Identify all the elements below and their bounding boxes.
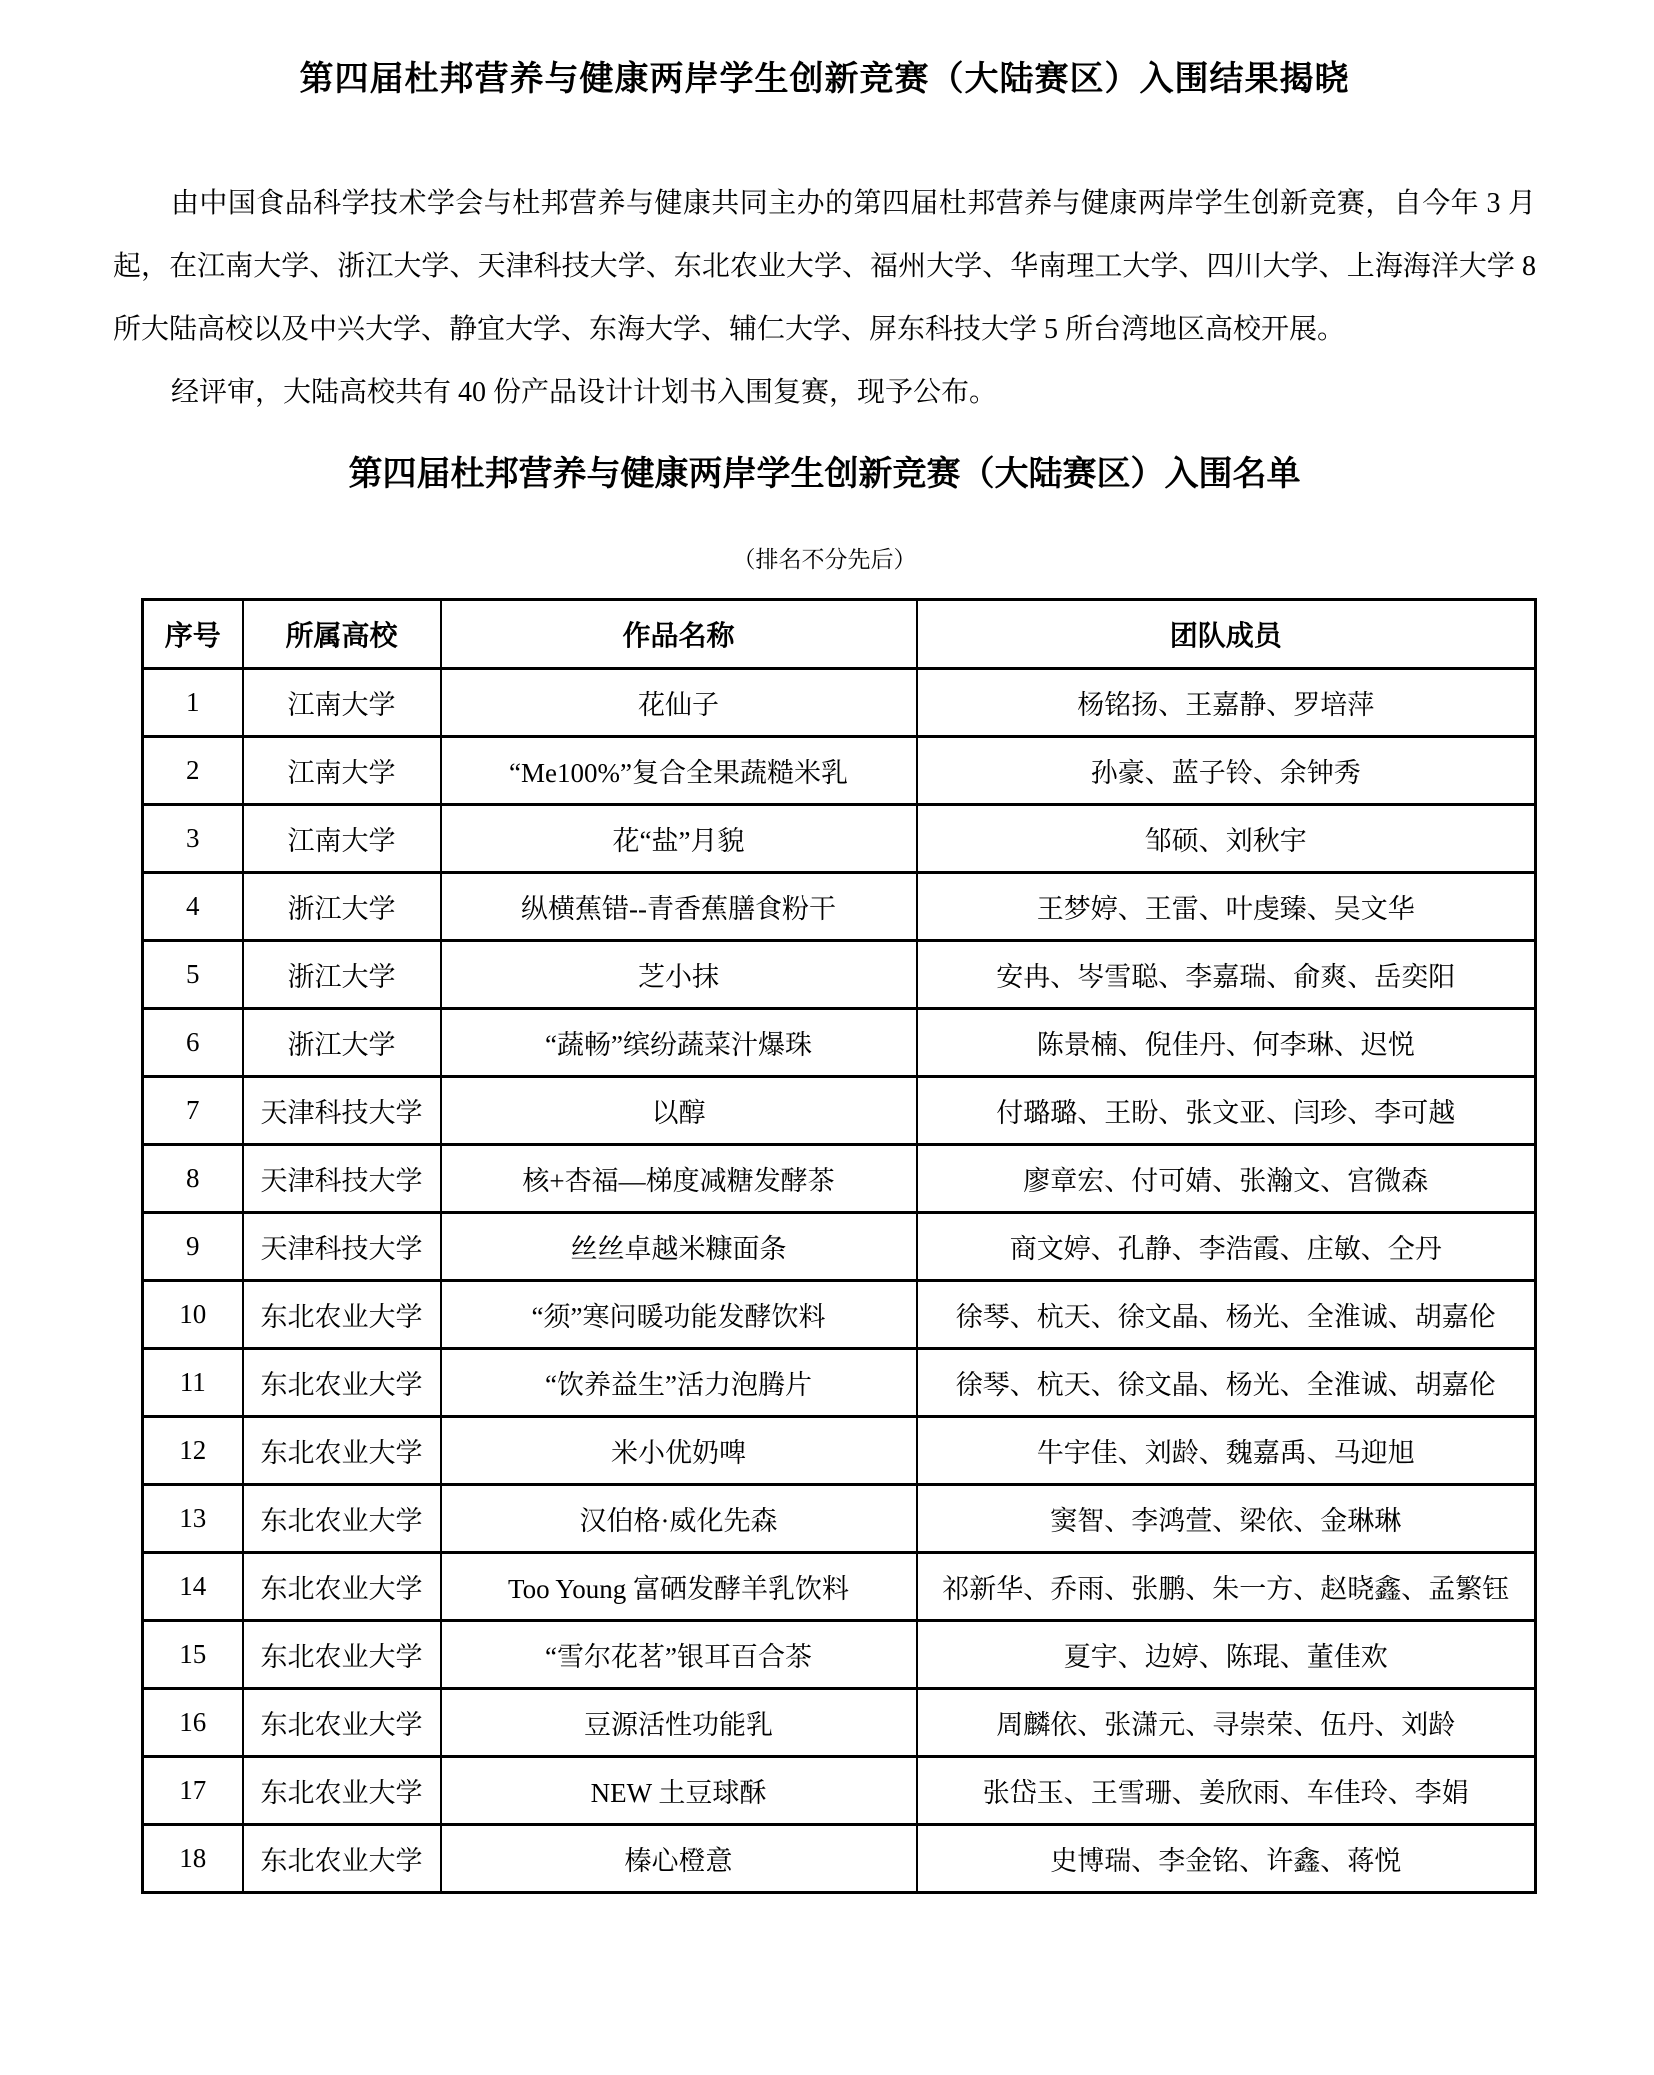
table-row <box>143 1009 1536 1077</box>
row-number-cell: 18 <box>143 1825 243 1893</box>
row-number-cell: 11 <box>143 1349 243 1417</box>
team-members-cell: 邹硕、刘秋宇 <box>917 805 1536 873</box>
team-members-cell: 徐琴、杭天、徐文晶、杨光、全淮诚、胡嘉伦 <box>917 1349 1536 1417</box>
team-members-cell: 祁新华、乔雨、张鹏、朱一方、赵晓鑫、孟繁钰 <box>917 1553 1536 1621</box>
finalists-table-head <box>143 600 1536 669</box>
list-subtitle: 第四届杜邦营养与健康两岸学生创新竞赛（大陆赛区）入围名单 <box>348 456 1301 493</box>
school-cell: 东北农业大学 <box>243 1825 441 1893</box>
table-row <box>143 737 1536 805</box>
table-row <box>143 1689 1536 1757</box>
row-number-cell: 8 <box>143 1145 243 1213</box>
work-title-cell: 芝小抹 <box>441 941 917 1009</box>
work-title-cell: “须”寒问暖功能发酵饮料 <box>441 1281 917 1349</box>
school-cell: 天津科技大学 <box>243 1213 441 1281</box>
intro-paragraph-1: 由中国食品科学技术学会与杜邦营养与健康共同主办的第四届杜邦营养与健康两岸学生创新竞赛，自今年 3 月起，在江南大学、浙江大学、天津科技大学、东北农业大学、福州大学、华南理工大学、四川大学、上海海洋大学 8 所大陆高校以及中兴大学、静宜大学、东海大学、辅仁大学、屏东科技大学 5 所台湾地区高校开展。 <box>113 188 1536 345</box>
header-cell-members: 团队成员 <box>917 600 1536 669</box>
school-cell: 浙江大学 <box>243 1009 441 1077</box>
table-row <box>143 805 1536 873</box>
row-number-cell: 4 <box>143 873 243 941</box>
school-cell: 江南大学 <box>243 669 441 737</box>
page-title: 第四届杜邦营养与健康两岸学生创新竞赛（大陆赛区）入围结果揭晓 <box>299 61 1350 98</box>
row-number-cell: 15 <box>143 1621 243 1689</box>
school-cell: 东北农业大学 <box>243 1553 441 1621</box>
table-row <box>143 1077 1536 1145</box>
team-members-cell: 徐琴、杭天、徐文晶、杨光、全淮诚、胡嘉伦 <box>917 1281 1536 1349</box>
intro-section <box>113 172 1536 424</box>
table-row <box>143 1757 1536 1825</box>
row-number-cell: 10 <box>143 1281 243 1349</box>
row-number-cell: 9 <box>143 1213 243 1281</box>
ranking-note: （排名不分先后） <box>732 547 917 572</box>
table-row <box>143 1417 1536 1485</box>
work-title-cell: “蔬畅”缤纷蔬菜汁爆珠 <box>441 1009 917 1077</box>
row-number-cell: 16 <box>143 1689 243 1757</box>
table-row <box>143 1825 1536 1893</box>
row-number-cell: 3 <box>143 805 243 873</box>
row-number-cell: 2 <box>143 737 243 805</box>
school-cell: 东北农业大学 <box>243 1485 441 1553</box>
work-title-cell: 纵横蕉错--青香蕉膳食粉干 <box>441 873 917 941</box>
row-number-cell: 5 <box>143 941 243 1009</box>
work-title-cell: 米小优奶啤 <box>441 1417 917 1485</box>
table-row <box>143 1553 1536 1621</box>
table-row <box>143 873 1536 941</box>
team-members-cell: 周麟依、张潇元、寻崇荣、伍丹、刘龄 <box>917 1689 1536 1757</box>
table-row <box>143 669 1536 737</box>
work-title-cell: 核+杏福—梯度减糖发酵茶 <box>441 1145 917 1213</box>
intro-paragraph-2: 经评审，大陆高校共有 40 份产品设计计划书入围复赛，现予公布。 <box>171 377 998 408</box>
school-cell: 东北农业大学 <box>243 1349 441 1417</box>
school-cell: 东北农业大学 <box>243 1621 441 1689</box>
team-members-cell: 史博瑞、李金铭、许鑫、蒋悦 <box>917 1825 1536 1893</box>
work-title-cell: “雪尔花茗”银耳百合茶 <box>441 1621 917 1689</box>
team-members-cell: 牛宇佳、刘龄、魏嘉禹、马迎旭 <box>917 1417 1536 1485</box>
work-title-cell: 丝丝卓越米糠面条 <box>441 1213 917 1281</box>
school-cell: 浙江大学 <box>243 873 441 941</box>
work-title-cell: 豆源活性功能乳 <box>441 1689 917 1757</box>
school-cell: 天津科技大学 <box>243 1145 441 1213</box>
team-members-cell: 廖章宏、付可婧、张瀚文、宫微森 <box>917 1145 1536 1213</box>
table-row <box>143 941 1536 1009</box>
team-members-cell: 陈景楠、倪佳丹、何李琳、迟悦 <box>917 1009 1536 1077</box>
school-cell: 江南大学 <box>243 737 441 805</box>
team-members-cell: 张岱玉、王雪珊、姜欣雨、车佳玲、李娟 <box>917 1757 1536 1825</box>
team-members-cell: 安冉、岑雪聪、李嘉瑞、俞爽、岳奕阳 <box>917 941 1536 1009</box>
school-cell: 天津科技大学 <box>243 1077 441 1145</box>
header-cell-work: 作品名称 <box>441 600 917 669</box>
work-title-cell: 榛心橙意 <box>441 1825 917 1893</box>
team-members-cell: 孙豪、蓝子铃、余钟秀 <box>917 737 1536 805</box>
work-title-cell: 花仙子 <box>441 669 917 737</box>
team-members-cell: 王梦婷、王雷、叶虔臻、吴文华 <box>917 873 1536 941</box>
row-number-cell: 13 <box>143 1485 243 1553</box>
team-members-cell: 杨铭扬、王嘉静、罗培萍 <box>917 669 1536 737</box>
table-row <box>143 1213 1536 1281</box>
table-row <box>143 1485 1536 1553</box>
results-table-body <box>143 669 1536 1893</box>
school-cell: 浙江大学 <box>243 941 441 1009</box>
work-title-cell: 以醇 <box>441 1077 917 1145</box>
work-title-cell: NEW 土豆球酥 <box>441 1757 917 1825</box>
school-cell: 江南大学 <box>243 805 441 873</box>
table-header-row <box>143 600 1536 669</box>
row-number-cell: 14 <box>143 1553 243 1621</box>
team-members-cell: 窦智、李鸿萱、梁依、金琳琳 <box>917 1485 1536 1553</box>
team-members-cell: 夏宇、边婷、陈琨、董佳欢 <box>917 1621 1536 1689</box>
work-title-cell: 花“盐”月貌 <box>441 805 917 873</box>
work-title-cell: “Me100%”复合全果蔬糙米乳 <box>441 737 917 805</box>
school-cell: 东北农业大学 <box>243 1757 441 1825</box>
page-content <box>0 58 1654 1894</box>
row-number-cell: 1 <box>143 669 243 737</box>
finalists-table <box>141 598 1537 1894</box>
team-members-cell: 付璐璐、王盼、张文亚、闫珍、李可越 <box>917 1077 1536 1145</box>
table-row <box>143 1281 1536 1349</box>
work-title-cell: Too Young 富硒发酵羊乳饮料 <box>441 1553 917 1621</box>
row-number-cell: 7 <box>143 1077 243 1145</box>
header-cell-school: 所属高校 <box>243 600 441 669</box>
work-title-cell: 汉伯格·威化先森 <box>441 1485 917 1553</box>
work-title-cell: “饮养益生”活力泡腾片 <box>441 1349 917 1417</box>
school-cell: 东北农业大学 <box>243 1417 441 1485</box>
document-page <box>0 58 1654 2075</box>
row-number-cell: 6 <box>143 1009 243 1077</box>
table-row <box>143 1145 1536 1213</box>
row-number-cell: 17 <box>143 1757 243 1825</box>
header-cell-no: 序号 <box>143 600 243 669</box>
school-cell: 东北农业大学 <box>243 1281 441 1349</box>
school-cell: 东北农业大学 <box>243 1689 441 1757</box>
table-row <box>143 1621 1536 1689</box>
table-row <box>143 1349 1536 1417</box>
row-number-cell: 12 <box>143 1417 243 1485</box>
team-members-cell: 商文婷、孔静、李浩霞、庄敏、仝丹 <box>917 1213 1536 1281</box>
